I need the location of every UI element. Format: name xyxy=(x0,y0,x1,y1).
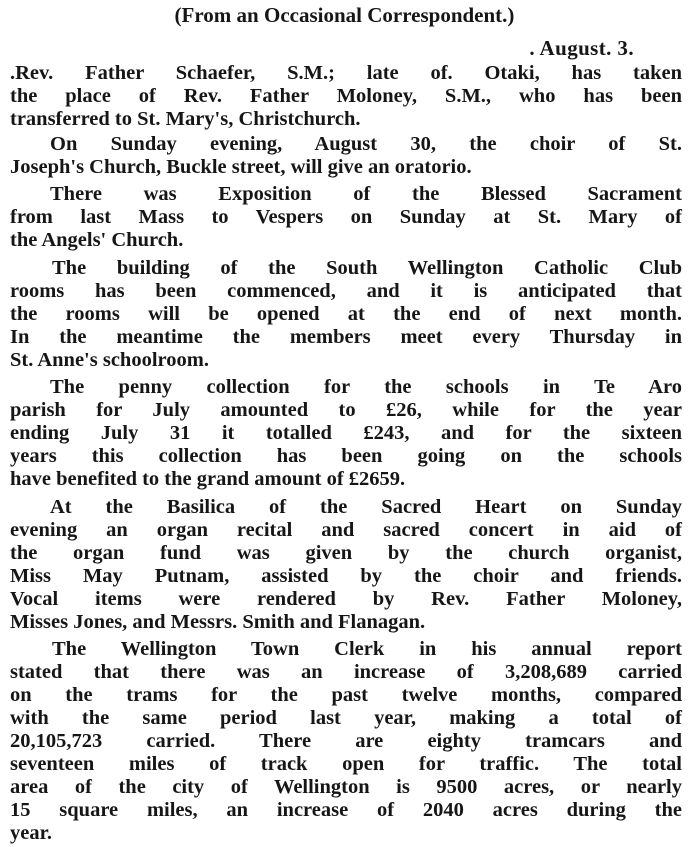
paragraph-3-line-1: There was Exposition of the Blessed Sacrament xyxy=(50,183,682,205)
paragraph-4-line-1: The building of the South Wellington Catholic Club xyxy=(52,257,682,279)
paragraph-7-line-3: on the trams for the past twelve months, compared xyxy=(10,684,682,706)
paragraph-4-line-5: St. Anne's schoolroom. xyxy=(10,349,209,371)
paragraph-5-line-3: ending July 31 it totalled £243, and for the sixteen xyxy=(10,422,682,444)
paragraph-2-line-2: Joseph's Church, Buckle street, will give an oratorio. xyxy=(10,156,472,178)
paragraph-4-line-2: rooms has been commenced, and it is anticipated that xyxy=(10,280,682,302)
paragraph-6-line-3: the organ fund was given by the church organist, xyxy=(10,542,682,564)
paragraph-7-line-9: year. xyxy=(10,822,52,844)
paragraph-3-line-2: from last Mass to Vespers on Sunday at St. Mary of xyxy=(10,206,682,228)
paragraph-6-line-6: Misses Jones, and Messrs. Smith and Flanagan. xyxy=(10,611,426,633)
paragraph-3-line-3: the Angels' Church. xyxy=(10,229,184,251)
paragraph-6-line-1: At the Basilica of the Sacred Heart on Sunday xyxy=(50,496,682,518)
paragraph-1-line-1: .Rev. Father Schaefer, S.M.; late of. Otaki, has taken xyxy=(10,62,682,84)
paragraph-5-line-1: The penny collection for the schools in Te Aro xyxy=(50,376,682,398)
paragraph-2-line-1: On Sunday evening, August 30, the choir of St. xyxy=(50,133,682,155)
paragraph-7-line-2: stated that there was an increase of 3,208,689 carried xyxy=(10,661,682,683)
paragraph-7-line-5: 20,105,723 carried. There are eighty tramcars and xyxy=(10,730,682,752)
paragraph-7-line-7: area of the city of Wellington is 9500 acres, or nearly xyxy=(10,776,682,798)
paragraph-1-line-3: transferred to St. Mary's, Christchurch. xyxy=(10,108,361,130)
paragraph-6-line-4: Miss May Putnam, assisted by the choir and friends. xyxy=(10,565,682,587)
paragraph-5-line-5: have benefited to the grand amount of £2659. xyxy=(10,468,406,490)
paragraph-7-line-4: with the same period last year, making a total of xyxy=(10,707,682,729)
paragraph-7-line-6: seventeen miles of track open for traffic. The total xyxy=(10,753,682,775)
paragraph-4-line-4: In the meantime the members meet every Thursday in xyxy=(10,326,682,348)
paragraph-4-line-3: the rooms will be opened at the end of next month. xyxy=(10,303,682,325)
paragraph-1-line-2: the place of Rev. Father Moloney, S.M., who has been xyxy=(10,85,682,107)
paragraph-6-line-5: Vocal items were rendered by Rev. Father Moloney, xyxy=(10,588,682,610)
paragraph-6-line-2: evening an organ recital and sacred concert in aid of xyxy=(10,519,682,541)
column-heading: (From an Occasional Correspondent.) xyxy=(174,3,515,27)
paragraph-7-line-8: 15 square miles, an increase of 2040 acres during the xyxy=(10,799,682,821)
dateline: . August. 3. xyxy=(529,36,634,60)
paragraph-5-line-4: years this collection has been going on the schools xyxy=(10,445,682,467)
paragraph-5-line-2: parish for July amounted to £26, while for the year xyxy=(10,399,682,421)
paragraph-7-line-1: The Wellington Town Clerk in his annual report xyxy=(52,638,682,660)
